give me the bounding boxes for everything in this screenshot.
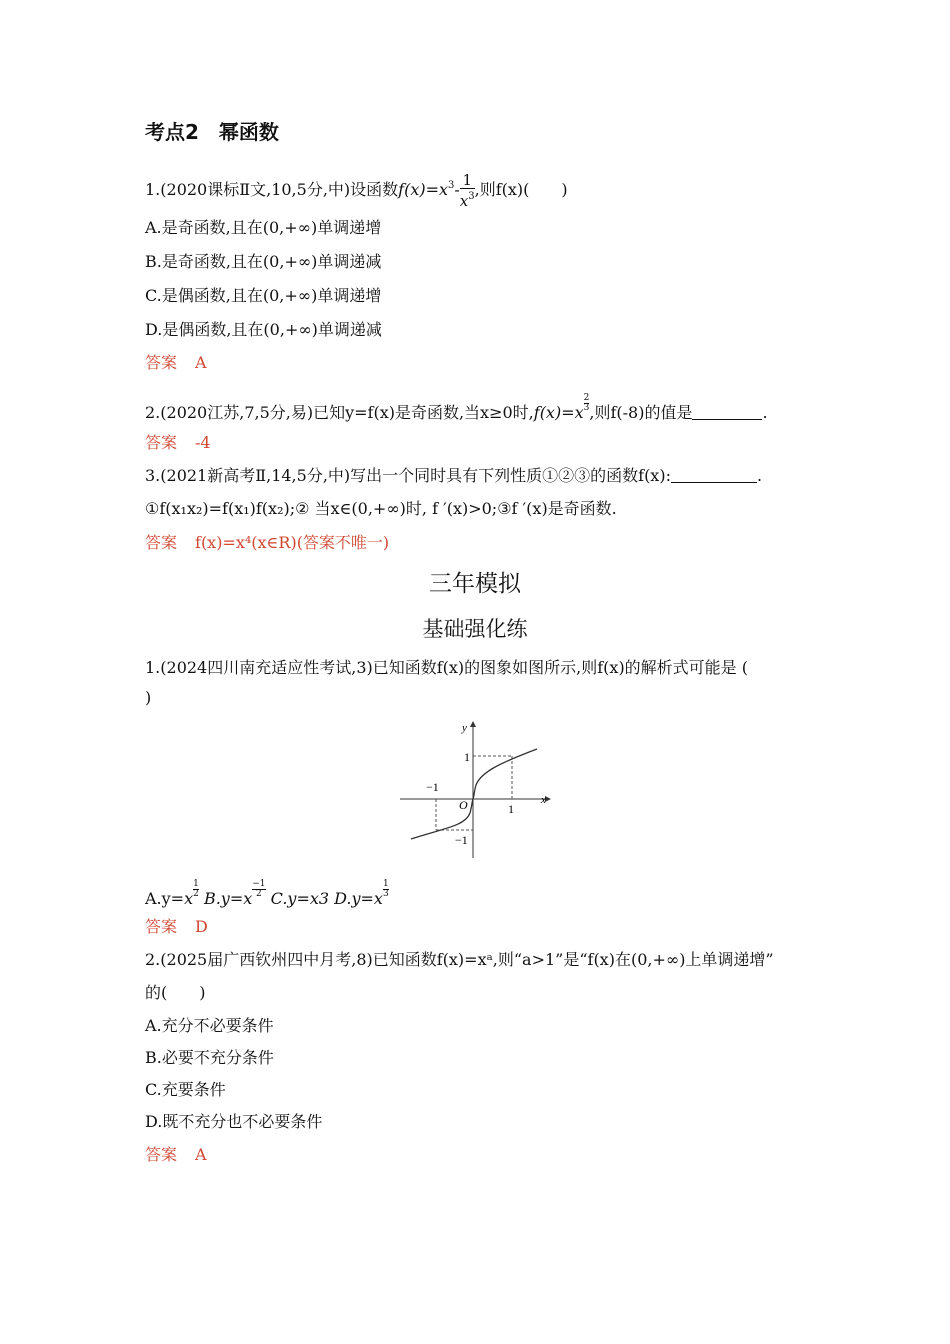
function-curve xyxy=(411,749,537,839)
m2-stem: 2.(2025届广西钦州四中月考,8)已知函数f(x)=xᵃ,则“a>1”是“f(x)在(0,+∞)上单调递增” xyxy=(145,950,774,969)
q1-option-d: D.是偶函数,且在(0,+∞)单调递减 xyxy=(145,320,382,339)
x-label: x xyxy=(541,794,546,806)
q1-stem: 1.(2020课标Ⅱ文,10,5分,中)设函数$f(x)=x^3-$ $\frac{1}{x^3}$ ,则f(x)( ) xyxy=(145,171,568,210)
q3-properties: ①f(x₁x₂)=f(x₁)f(x₂);② 当x∈(0,+∞)时, f ′(x)>0;③f ′(x)是奇函数. xyxy=(145,499,617,518)
y-label: y xyxy=(462,722,467,734)
q2-stem: 2.(2020江苏,7,5分,易)已知y=f(x)是奇函数,当x≥0时,f(x)=x $\frac{2}{3}$ ,则f(-8)的值是 . xyxy=(145,393,768,422)
q1-answer: 答案 A xyxy=(145,353,207,372)
q1-option-c: C.是偶函数,且在(0,+∞)单调递增 xyxy=(145,286,382,305)
x-tick-neg1: −1 xyxy=(426,780,439,794)
q2-exponent: $\frac{2}{3}$ xyxy=(583,393,590,413)
x-axis-arrow xyxy=(545,796,551,802)
m2-option-c: C.充要条件 xyxy=(145,1080,226,1099)
m1-stem-continued: ) xyxy=(145,688,152,707)
q1-fraction: $\frac{1}{x^3}$ xyxy=(459,171,475,210)
section-heading: 考点2 幂函数 xyxy=(145,120,279,144)
m2-answer: 答案 A xyxy=(145,1145,207,1164)
q3-answer: 答案 f(x)=x⁴(x∈R)(答案不唯一) xyxy=(145,533,390,552)
m2-option-d: D.既不充分也不必要条件 xyxy=(145,1112,323,1131)
q1-option-a: A.是奇函数,且在(0,+∞)单调递增 xyxy=(145,218,382,237)
m2-option-a: A.充分不必要条件 xyxy=(145,1016,274,1035)
section-title: 三年模拟 xyxy=(429,571,521,597)
origin-label: O xyxy=(459,798,468,812)
y-tick-1: 1 xyxy=(464,750,470,764)
m2-stem-continued: 的( ) xyxy=(145,983,206,1002)
m1-answer: 答案 D xyxy=(145,917,208,936)
q1-option-b: B.是奇函数,且在(0,+∞)单调递减 xyxy=(145,252,382,271)
m2-option-b: B.必要不充分条件 xyxy=(145,1048,274,1067)
q3-stem: 3.(2021新高考Ⅱ,14,5分,中)写出一个同时具有下列性质①②③的函数f(x): . xyxy=(145,466,763,485)
y-axis-arrow xyxy=(470,721,476,727)
subsection-title: 基础强化练 xyxy=(422,617,528,641)
y-tick-neg1: −1 xyxy=(455,833,468,847)
q2-answer: 答案 -4 xyxy=(145,433,211,452)
function-graph xyxy=(395,718,555,863)
m1-stem: 1.(2024四川南充适应性考试,3)已知函数f(x)的图象如图所示,则f(x)的解析式可能是 ( xyxy=(145,658,749,677)
q3-answer-blank xyxy=(671,468,757,483)
x-tick-1: 1 xyxy=(508,802,514,816)
m1-options: A.y=x $\frac{1}{2}$ B.y=x $\frac{-1}{2}$ C.y=x3 D.y=x $\frac{1}{3}$ xyxy=(145,879,389,908)
q2-answer-blank xyxy=(692,405,762,420)
